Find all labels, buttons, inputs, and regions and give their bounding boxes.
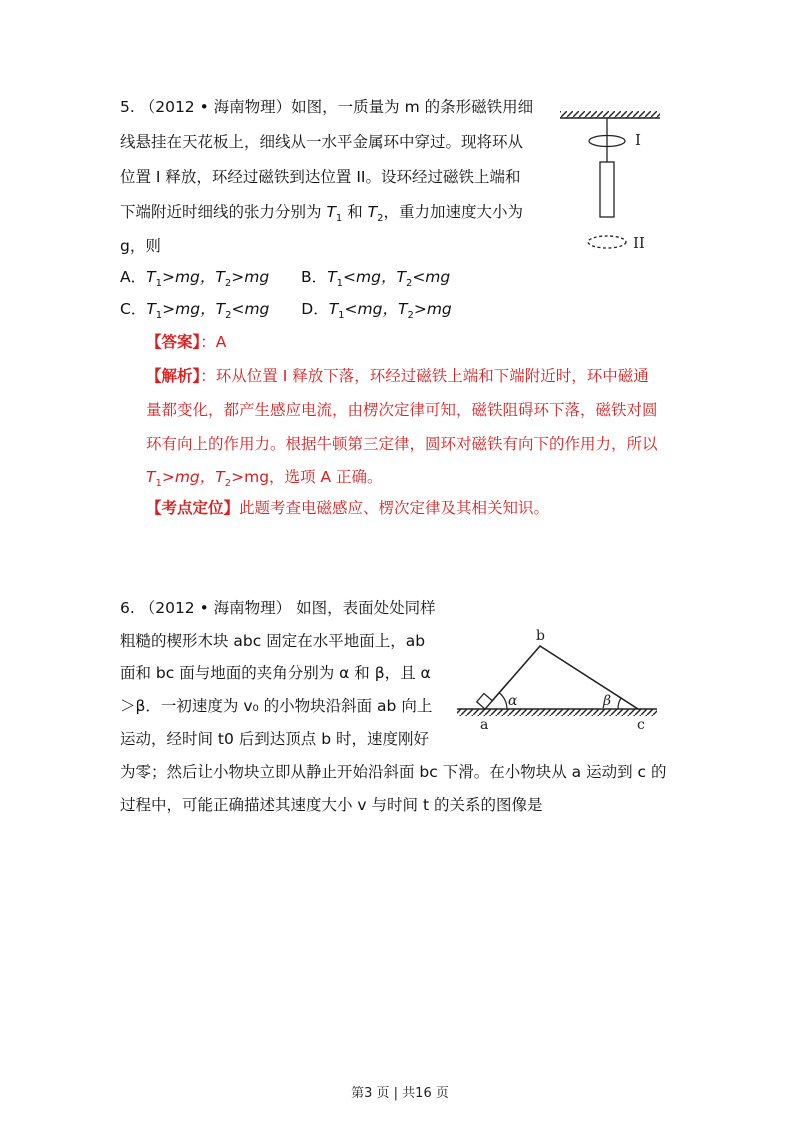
ring-position-2 [588, 236, 626, 248]
ceiling-hatch [560, 111, 660, 118]
q6-line-4: ＞β．一初速度为 v₀ 的小物块沿斜面 ab 向上 [120, 697, 433, 715]
q5-line-5: g，则 [120, 237, 161, 255]
label-position-2: II [633, 234, 645, 252]
label-b: b [536, 628, 545, 644]
option-d: D．$T_1<mg$，$T_2>mg$ [301, 300, 452, 322]
q6-line-6: 为零；然后让小物块立即从静止开始沿斜面 bc 下滑。在小物块从 a 运动到 c 的 [120, 763, 667, 781]
bar-magnet [600, 162, 614, 217]
q5-line-2: 线悬挂在天花板上，细线从一水平金属环中穿过。现将环从 [120, 133, 524, 151]
q6-line-7: 过程中，可能正确描述其速度大小 v 与时间 t 的关系的图像是 [120, 796, 543, 814]
label-a: a [480, 717, 489, 733]
q6-line-3: 面和 bc 面与地面的夹角分别为 α 和 β，且 α [120, 664, 431, 682]
page-footer: 第3 页 | 共16 页 [351, 1086, 449, 1101]
option-a: A．$T_1>mg$，$T_2>mg$ [120, 268, 270, 290]
q5-magnet-figure [555, 105, 675, 265]
label-beta: β [603, 693, 612, 709]
q6-line-2: 粗糙的楔形木块 abc 固定在水平地面上，ab [120, 632, 426, 650]
option-b: B．$T_1<mg$，$T_2<mg$ [301, 268, 451, 290]
q5-line-4: 下端附近时细线的张力分别为 $T_1$ 和 $T_2$，重力加速度大小为 [120, 203, 523, 225]
analysis-line-2: 量都变化，都产生感应电流，由楞次定律可知，磁铁阻碍环下落，磁铁对圆 [146, 401, 658, 419]
beta-arc [618, 698, 621, 709]
analysis-line-1: 【解析】：环从位置 I 释放下落，环经过磁铁上端和下端附近时，环中磁通 [146, 367, 649, 385]
analysis-line-3: 环有向上的作用力。根据牛顿第三定律，圆环对磁铁有向下的作用力，所以 [146, 435, 658, 453]
option-c: C．$T_1>mg$，$T_2<mg$ [120, 300, 270, 322]
q6-line-5: 运动，经时间 t0 后到达顶点 b 时，速度刚好 [120, 730, 429, 748]
kaodian-line: 【考点定位】此题考查电磁感应、楞次定律及其相关知识。 [146, 499, 550, 517]
q5-options-row-2 [120, 298, 452, 327]
q6-wedge-figure [455, 625, 685, 740]
label-alpha: α [508, 693, 518, 709]
analysis-line-4: $T_1>mg$，$T_2>mg$，选项 A 正确。 [146, 468, 383, 490]
ground-hatch [457, 709, 657, 716]
label-position-1: I [635, 131, 641, 149]
q5-line-3: 位置 I 释放，环经过磁铁到达位置 II。设环经过磁铁上端和 [120, 168, 521, 186]
label-c: c [637, 717, 645, 733]
q5-line-1: 5. （2012 • 海南物理）如图，一质量为 m 的条形磁铁用细 [120, 98, 534, 116]
answer-line: 【答案】：A [146, 333, 227, 351]
alpha-arc [500, 693, 508, 709]
q5-options-row-1 [120, 266, 450, 295]
q6-line-1: 6. （2012 • 海南物理） 如图，表面处处同样 [120, 599, 436, 617]
small-block [477, 693, 493, 709]
